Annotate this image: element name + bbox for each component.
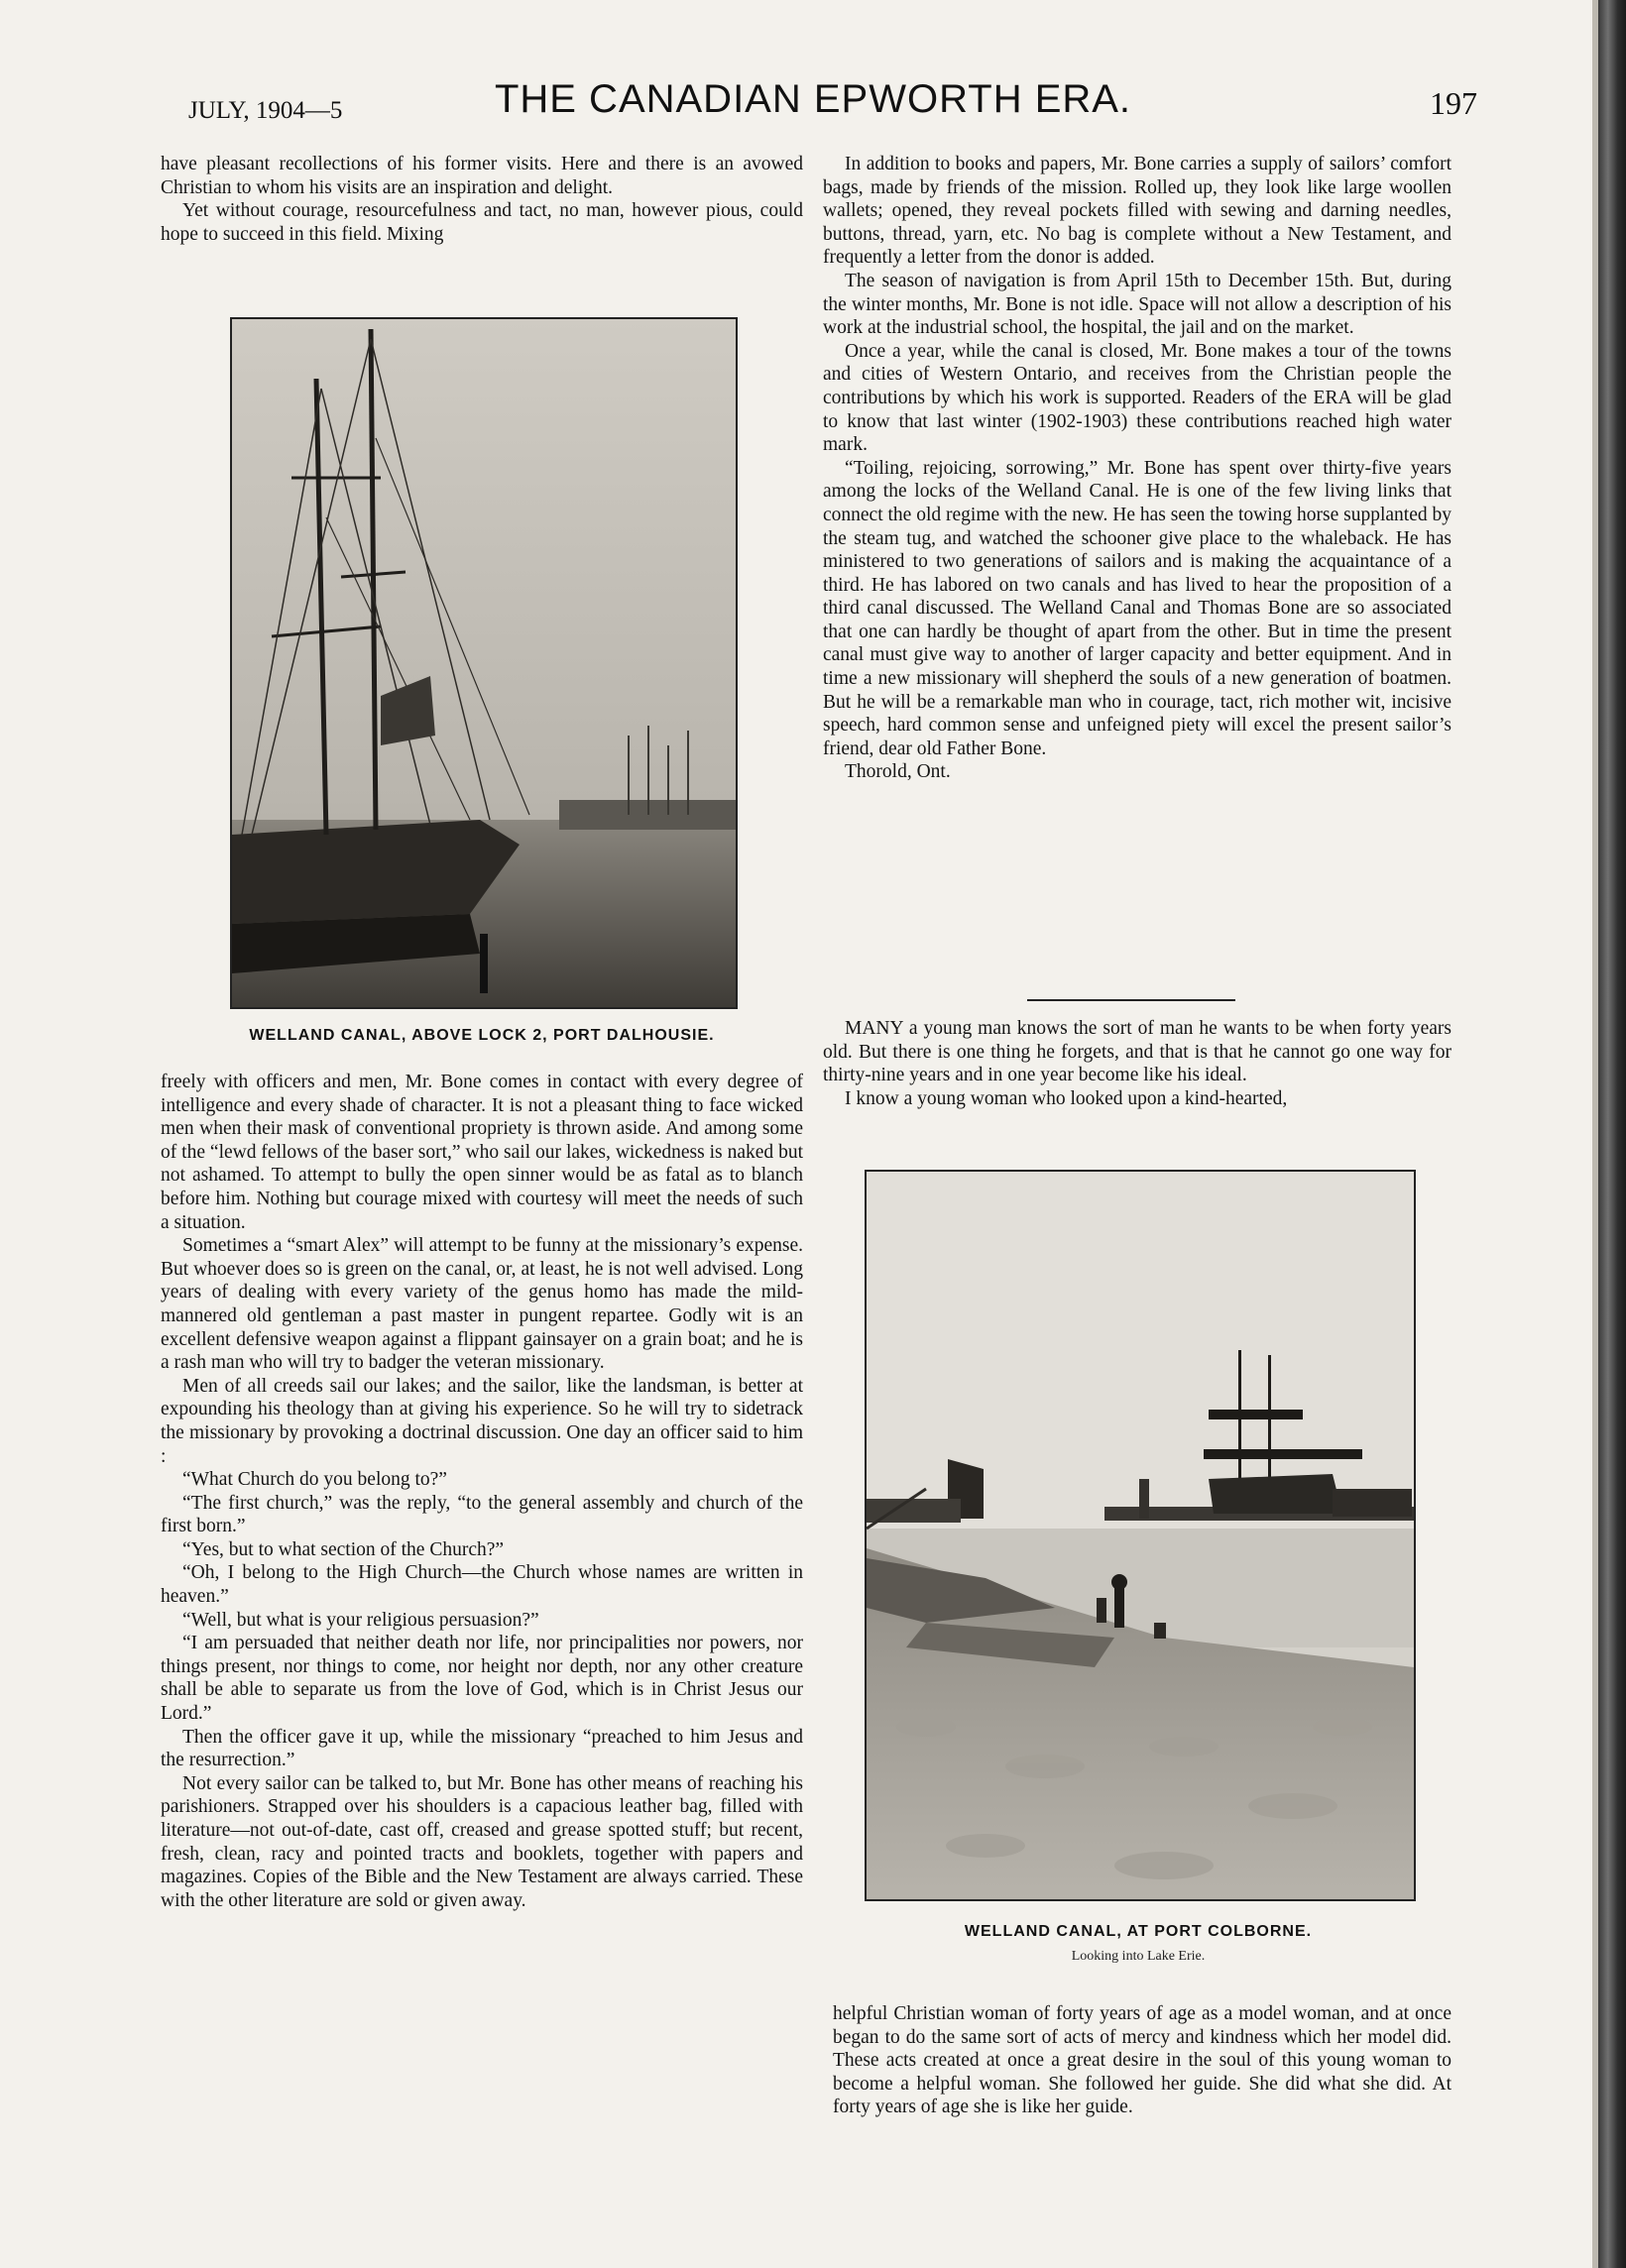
paragraph: “Well, but what is your religious persuasion?” [182,1609,539,1631]
paragraph: Once a year, while the canal is closed, Mr. Bone makes a tour of the towns and cities of Western Ontario, and receives from the Christian people the contributions by which his work is supported. Readers of the ERA will be glad to know that last winter (1902-1903) these contributions reached high water mark. [823,340,1452,456]
photo1-caption: WELLAND CANAL, ABOVE LOCK 2, PORT DALHOUSIE. [249,1027,715,1044]
paragraph: In addition to books and papers, Mr. Bone carries a supply of sailors’ comfort bags, made by friends of the mission. Rolled up, they look like large woollen wallets; opened, they reveal pockets filled with sewing and darning needles, buttons, thread, yarn, etc. No bag is complete without a New Testament, and frequently a letter from the donor is added. [823,154,1452,269]
paragraph: “What Church do you belong to?” [182,1469,447,1491]
section-divider [1027,999,1235,1001]
left-column-bottom [161,1071,803,1912]
page-header [159,77,1477,137]
paragraph: Men of all creeds sail our lakes; and the sailor, like the landsman, is better at expounding his theology than at giving his experience. So he will try to sidetrack the missionary by provoking a doctrinal discussion. One day an officer said to him : [161,1375,803,1467]
photo-port-dalhousie [230,317,738,1009]
paragraph: I know a young woman who looked upon a kind-hearted, [845,1087,1288,1109]
right-column-bottom [833,2002,1452,2119]
left-column-top [161,153,803,246]
paragraph: Not every sailor can be talked to, but Mr. Bone has other means of reaching his parishioners. Strapped over his shoulders is a capacious leather bag, filled with literature—not out-of-date, cast off, creased and grease spotted stuff; but recent, fresh, clean, racy and pointed tracts and booklets, together with papers and magazines. Copies of the Bible and the New Testament are always carried. These with the other literature are sold or given away. [161,1772,803,1911]
book-binding [1598,0,1626,2268]
paragraph: MANY a young man knows the sort of man he wants to be when forty years old. But there is one thing he forgets, and that is that he cannot go one way for thirty-nine years and in one year become like his ideal. [823,1018,1452,1086]
paragraph: “I am persuaded that neither death nor life, nor principalities nor powers, nor things present, nor things to come, nor height nor depth, nor any other creature shall be able to separate us from the love of God, which is in Christ Jesus our Lord.” [161,1633,803,1725]
header-date: JULY, 1904—5 [188,97,343,124]
paragraph: helpful Christian woman of forty years of age as a model woman, and at once began to do the same sort of acts of mercy and kindness which her model did. These acts created at once a great desire in the soul of this young woman to become a helpful woman. She followed her guide. She did what she did. At forty years of age she is like her guide. [833,2003,1452,2118]
photo-port-colborne [865,1170,1416,1901]
header-title: THE CANADIAN EPWORTH ERA. [494,77,1132,121]
paragraph: Yet without courage, resourcefulness and tact, no man, however pious, could hope to succeed in this field. Mixing [161,200,803,245]
page-number: 197 [1430,85,1477,121]
paragraph: Sometimes a “smart Alex” will attempt to be funny at the missionary’s expense. But whoever does so is green on the canal, or, at least, he is not well advised. Long years of dealing with every variety of the genus homo has made the mild-mannered old gentleman a past master in pungent repartee. Godly wit is an excellent defensive weapon against a flippant gainsayer on a grain boat; and he is a rash man who will try to badger the veteran missionary. [161,1235,803,1374]
photo2-subcaption: Looking into Lake Erie. [1071,1949,1206,1964]
right-column-top [823,153,1452,784]
paragraph: The season of navigation is from April 15th to December 15th. But, during the winter months, Mr. Bone is not idle. Space will not allow a description of his work at the industrial school, the hospital, the jail and on the market. [823,270,1452,339]
paragraph: “Yes, but to what section of the Church?” [182,1538,505,1560]
paragraph: “Toiling, rejoicing, sorrowing,” Mr. Bone has spent over thirty-five years among the locks of the Welland Canal. He is one of the few living links that connect the old regime with the new. He has seen the towing horse supplanted by the steam tug, and watched the schooner give place to the whaleback. He has ministered to two generations of sailors and is making the acquaintance of a third. He has labored on two canals and has lived to hear the proposition of a third canal discussed. The Welland Canal and Thomas Bone are so associated that one can hardly be thought of apart from the other. But in time the present canal must give way to another of larger capacity and better equipment. And in time a new missionary will shepherd the souls of a new generation of boatmen. But he will be a remarkable man who in courage, tact, rich mother wit, incisive speech, hard common sense and unfeigned piety will excel the present sailor’s friend, dear old Father Bone. [823,457,1452,759]
paragraph: have pleasant recollections of his former visits. Here and there is an avowed Christian to whom his visits are an inspiration and delight. [161,154,803,198]
paragraph: “Oh, I belong to the High Church—the Church whose names are written in heaven.” [161,1562,803,1608]
photo2-caption: WELLAND CANAL, AT PORT COLBORNE. [964,1923,1313,1940]
paragraph: “The first church,” was the reply, “to the general assembly and church of the first born.” [161,1492,803,1537]
paragraph: Then the officer gave it up, while the missionary “preached to him Jesus and the resurrection.” [161,1726,803,1771]
paragraph: freely with officers and men, Mr. Bone comes in contact with every degree of intelligence and every shade of character. It is not a pleasant thing to face wicked men when their mask of conventional propriety is thrown aside. And among some of the “lewd fellows of the baser sort,” who sail our lakes, wickedness is naked but not ashamed. To attempt to bully the open sinner would be as fatal as to blanch before him. Nothing but courage mixed with courtesy will meet the needs of such a situation. [161,1072,803,1233]
signature: Thorold, Ont. [845,761,951,783]
right-column-middle [823,1017,1452,1110]
